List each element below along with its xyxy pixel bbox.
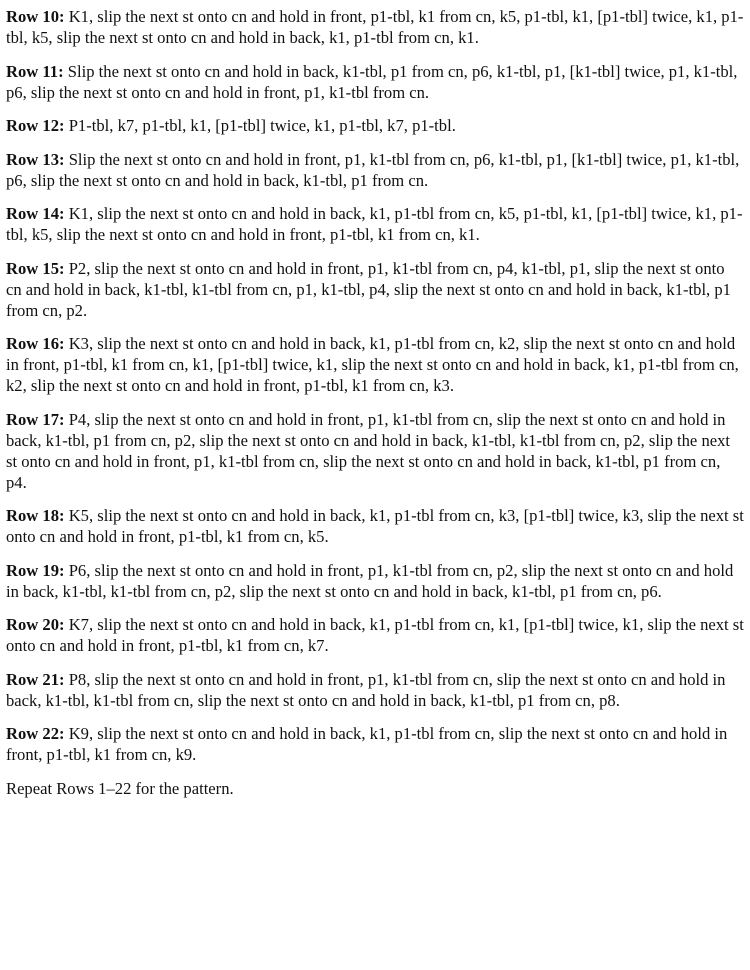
row-label: Row 19: [6, 560, 65, 580]
row-label: Row 16: [6, 334, 65, 353]
pattern-row [6, 614, 744, 656]
row-instructions: K3, slip the next st onto cn and hold in back, k1, p1-tbl from cn, k2, slip the next st onto cn and hold in front, p1-tbl, k1 from cn, k1, [p1-tbl] twice, k1, slip the next st onto cn and hold in back, k1, p1-tbl from cn, k2, slip the next st onto cn and hold in front, p1-tbl, k1 from cn, k3. [6, 334, 739, 395]
pattern-row [6, 258, 744, 321]
row-instructions: K1, slip the next st onto cn and hold in back, k1, p1-tbl from cn, k5, p1-tbl, k1, [p1-tbl] twice, k1, p1-tbl, k5, slip the next st onto cn and hold in front, p1-tbl, k1 from cn, k1. [6, 204, 743, 244]
pattern-row [6, 6, 744, 48]
pattern-row [6, 560, 744, 602]
row-label: Row 15: [6, 258, 65, 278]
row-label: Row 17: [6, 409, 65, 429]
row-instructions: K5, slip the next st onto cn and hold in back, k1, p1-tbl from cn, k3, [p1-tbl] twice, k3, slip the next st onto cn and hold in front, p1-tbl, k1 from cn, k5. [6, 506, 744, 546]
row-label: Row 20: [6, 615, 65, 634]
pattern-row [6, 333, 744, 396]
row-instructions: K7, slip the next st onto cn and hold in back, k1, p1-tbl from cn, k1, [p1-tbl] twice, k1, slip the next st onto cn and hold in front, p1-tbl, k1 from cn, k7. [6, 615, 744, 655]
row-instructions: P2, slip the next st onto cn and hold in front, p1, k1-tbl from cn, p4, k1-tbl, p1, slip the next st onto cn and hold in back, k1-tbl, k1-tbl from cn, p1, k1-tbl, p4, slip the next st onto cn and hold in back, k1-tbl, p1 from cn, p2. [6, 258, 731, 320]
pattern-row [6, 723, 744, 765]
row-label: Row 10: [6, 7, 65, 26]
row-label: Row 11: [6, 61, 64, 81]
row-instructions: P4, slip the next st onto cn and hold in front, p1, k1-tbl from cn, slip the next st onto cn and hold in back, k1-tbl, p1 from cn, p2, slip the next st onto cn and hold in back, k1-tbl, k1-tbl from cn, p2, slip the next st onto cn and hold in front, p1, k1-tbl from cn, slip the next st onto cn and hold in back, k1-tbl, p1 from cn, p4. [6, 409, 731, 492]
row-instructions: P1-tbl, k7, p1-tbl, k1, [p1-tbl] twice, k1, p1-tbl, k7, p1-tbl. [68, 116, 456, 135]
row-instructions: K9, slip the next st onto cn and hold in back, k1, p1-tbl from cn, slip the next st onto cn and hold in front, p1-tbl, k1 from cn, k9. [6, 724, 728, 764]
row-instructions: P6, slip the next st onto cn and hold in front, p1, k1-tbl from cn, p2, slip the next st onto cn and hold in back, k1-tbl, k1-tbl from cn, p2, slip the next st onto cn and hold in back, k1-tbl, p1 from cn, p6. [6, 560, 734, 601]
row-label: Row 12: [6, 116, 65, 135]
row-instructions: Slip the next st onto cn and hold in front, p1, k1-tbl from cn, p6, k1-tbl, p1, [k1-tbl] twice, p1, k1-tbl, p6, slip the next st onto cn and hold in back, k1-tbl, p1 from cn. [6, 149, 740, 190]
pattern-row [6, 61, 744, 103]
row-label: Row 22: [6, 724, 65, 743]
row-label: Row 13: [6, 149, 65, 169]
row-label: Row 14: [6, 204, 65, 223]
row-instructions: Slip the next st onto cn and hold in back, k1-tbl, p1 from cn, p6, k1-tbl, p1, [k1-tbl] twice, p1, k1-tbl, p6, slip the next st onto cn and hold in front, p1, k1-tbl from cn. [6, 61, 738, 102]
repeat-note: Repeat Rows 1–22 for the pattern. [6, 778, 234, 798]
row-instructions: P8, slip the next st onto cn and hold in front, p1, k1-tbl from cn, slip the next st onto cn and hold in back, k1-tbl, k1-tbl from cn, slip the next st onto cn and hold in back, k1-tbl, p1 from cn, p8. [6, 669, 726, 710]
pattern-row [6, 669, 744, 711]
pattern-row [6, 203, 744, 245]
pattern-row [6, 505, 744, 547]
row-label: Row 18: [6, 506, 65, 525]
row-instructions: K1, slip the next st onto cn and hold in front, p1-tbl, k1 from cn, k5, p1-tbl, k1, [p1-tbl] twice, k1, p1-tbl, k5, slip the next st onto cn and hold in back, k1, p1-tbl from cn, k1. [6, 7, 744, 47]
pattern-row [6, 115, 744, 136]
pattern-row [6, 149, 744, 191]
pattern-row [6, 409, 744, 493]
row-label: Row 21: [6, 669, 65, 689]
